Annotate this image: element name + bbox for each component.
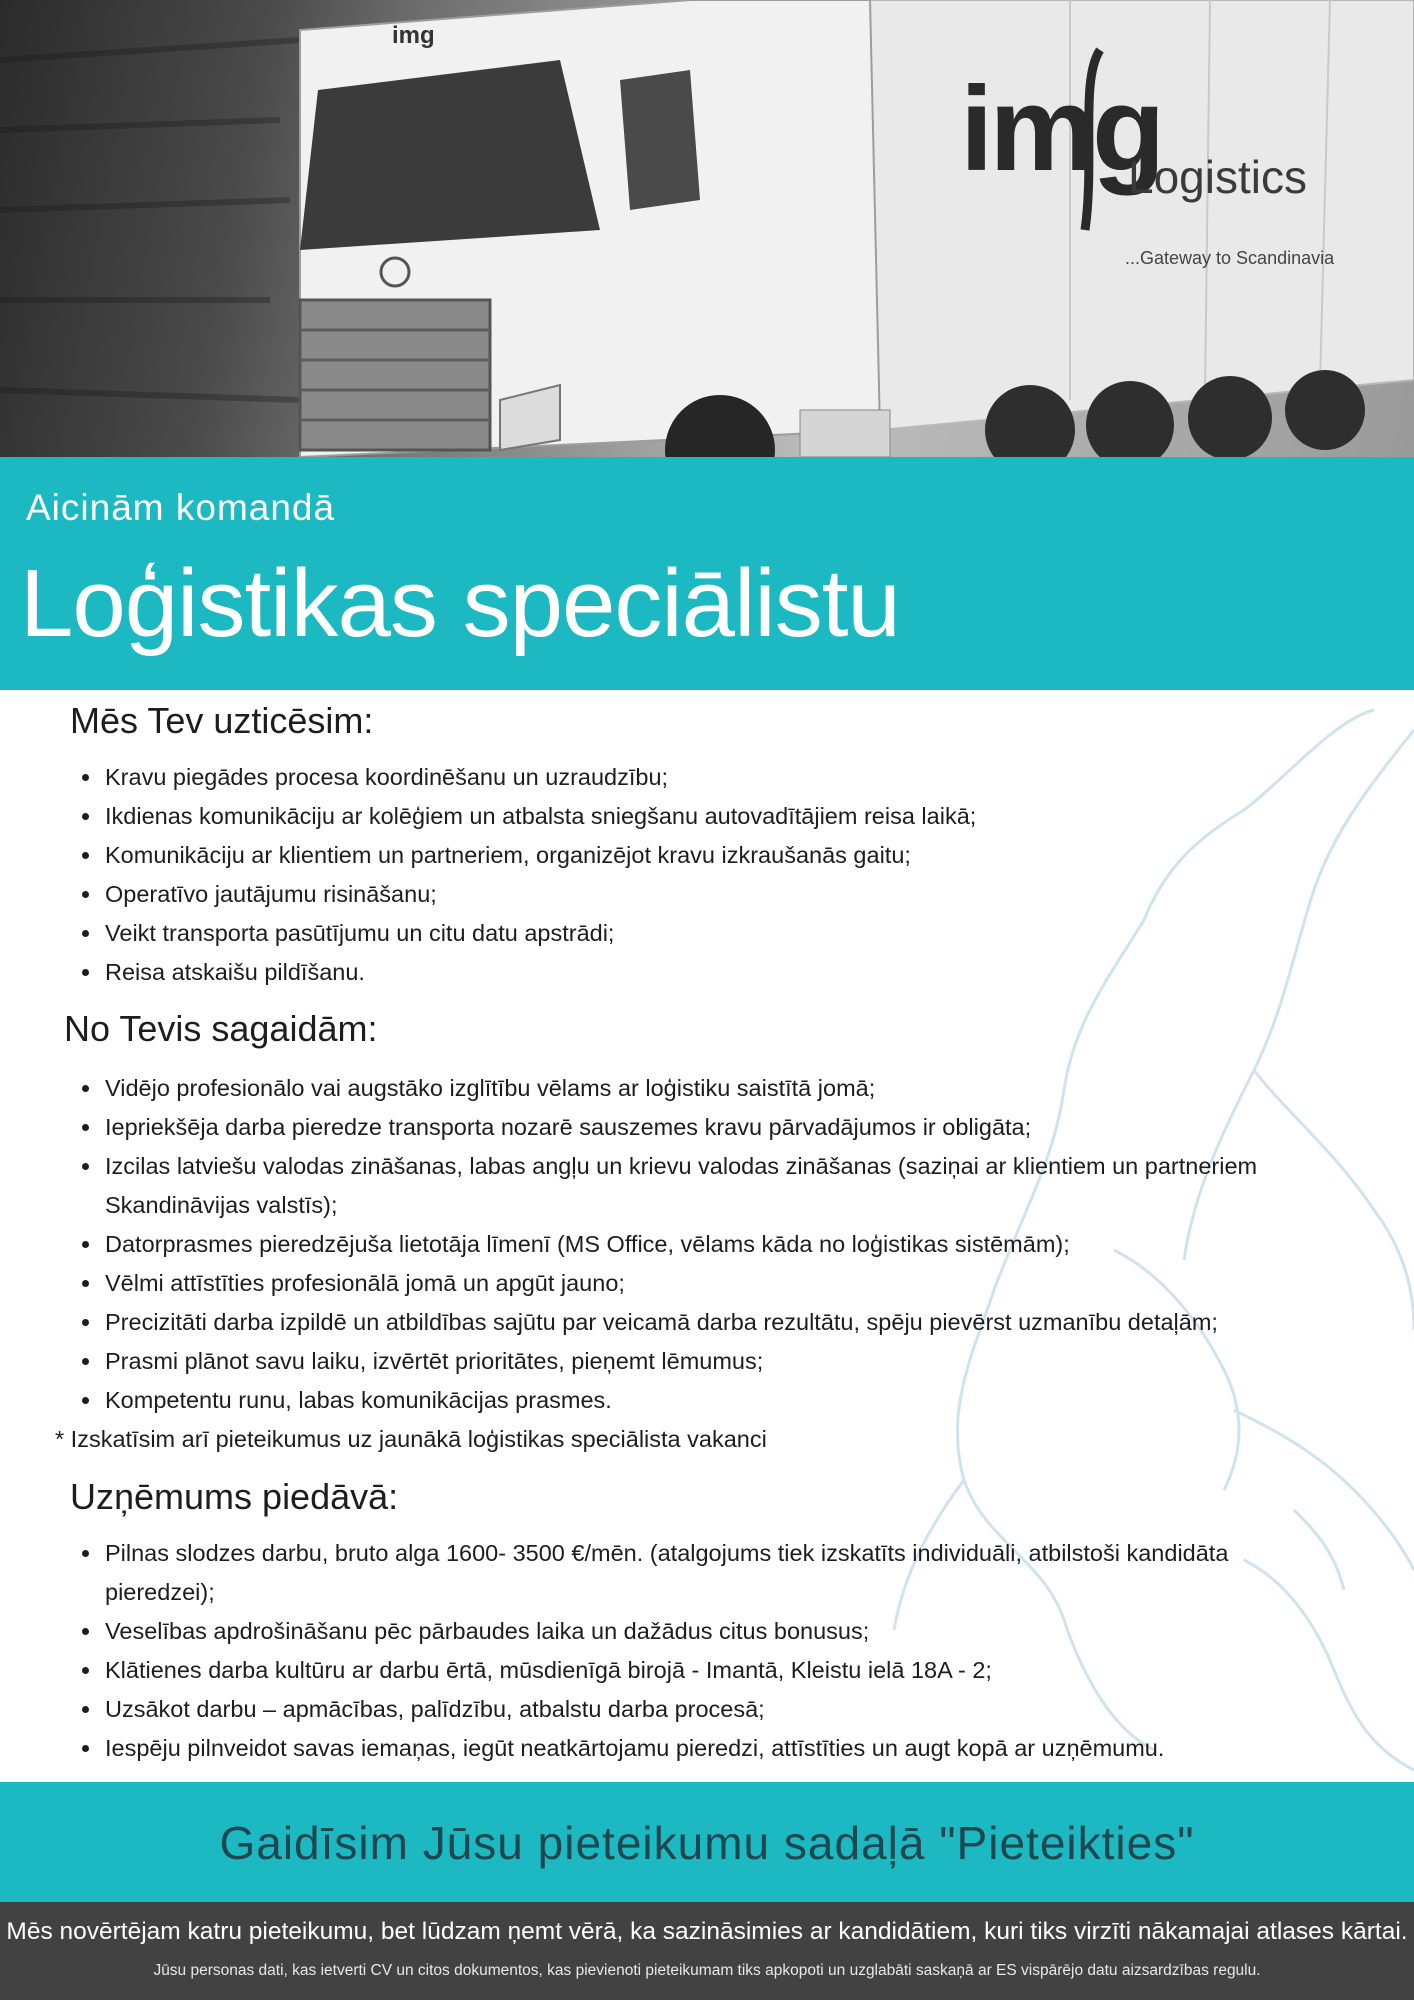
truck-brand-subtitle: Logistics [1128,151,1307,203]
cab-logo: img [392,22,435,49]
title-band [0,457,1414,690]
footer-notice: Mēs novērtējam katru pieteikumu, bet lūdzam ņemt vērā, ka sazināsimies ar kandidātiem, kuri tiks virzīti nākamajai atlases kārtai. [6,1918,1408,1945]
job-description [0,690,1414,1782]
section-heading-we-expect: No Tevis sagaidām: [64,1008,378,1049]
list-item: • Uzsākot darbu – apmācības, palīdzību, atbalstu darba procesā; [103,1690,1343,1729]
list-item: • Operatīvo jautājumu risināšanu; [103,875,1343,914]
list-item: • Precizitāti darba izpildē un atbildības sajūtu par veicamā darba rezultātu, spēju pievērst uzmanību detaļām; [103,1303,1343,1342]
list-item: • Veselības apdrošināšanu pēc pārbaudes laika un dažādus citus bonusus; [103,1612,1343,1651]
list-item: • Klātienes darba kultūru ar darbu ērtā, mūsdienīgā birojā - Imantā, Kleistu ielā 18A - 2; [103,1651,1343,1690]
apply-call-to-action: Gaidīsim Jūsu pieteikumu sadaļā "Pieteikties" [219,1817,1195,1869]
list-item: • Kravu piegādes procesa koordinēšanu un uzraudzību; [103,758,1343,797]
list-item: • Pilnas slodzes darbu, bruto alga 1600- 3500 €/mēn. (atalgojums tiek izskatīts individuāli, atbilstoši kandidāta pieredzei); [103,1534,1343,1612]
footer [0,1902,1414,2000]
list-item: • Iepriekšēja darba pieredze transporta nozarē sauszemes kravu pārvadājumos ir obligāta; [103,1108,1343,1147]
truck-illustration [0,0,1414,457]
list-item: • Komunikāciju ar klientiem un partneriem, organizējot kravu izkraušanās gaitu; [103,836,1343,875]
list-item: • Datorprasmes pieredzējuša lietotāja līmenī (MS Office, vēlams kāda no loģistikas sistēmām); [103,1225,1343,1264]
list-item: • Ikdienas komunikāciju ar kolēģiem un atbalsta sniegšanu autovadītājiem reisa laikā; [103,797,1343,836]
section-heading-we-trust: Mēs Tev uzticēsim: [70,700,374,741]
truck-tagline: ...Gateway to Scandinavia [1125,248,1335,268]
header-kicker: Aicinām komandā [26,487,336,528]
list-offer [70,1534,1343,1768]
list-item: • Vidējo profesionālo vai augstāko izglītību vēlams ar loģistiku saistītā jomā; [103,1069,1343,1108]
list-item: • Prasmi plānot savu laiku, izvērtēt prioritātes, pieņemt lēmumus; [103,1342,1343,1381]
footer-gdpr-notice: Jūsu personas dati, kas ietverti CV un citos dokumentos, kas pievienoti pieteikumam tiks apkopoti un uzglabāti saskaņā ar ES vispārējo datu aizsardzības regulu. [153,1962,1261,1979]
list-item: • Veikt transporta pasūtījumu un citu datu apstrādi; [103,914,1343,953]
cta-band [0,1782,1414,1902]
truck-brand-logo: img [960,62,1162,196]
list-item: • Vēlmi attīstīties profesionālā jomā un apgūt jauno; [103,1264,1343,1303]
list-we-trust [70,758,1343,992]
hero-truck-photo [0,0,1414,457]
list-we-expect [70,1069,1343,1420]
list-item: • Reisa atskaišu pildīšanu. [103,953,1343,992]
section-heading-offer: Uzņēmums piedāvā: [70,1476,399,1517]
list-item: • Izcilas latviešu valodas zināšanas, labas angļu un krievu valodas zināšanas (saziņai ar klientiem un partneriem Skandināvijas valstīs); [103,1147,1343,1225]
list-item: • Iespēju pilnveidot savas iemaņas, iegūt neatkārtojamu pieredzi, attīstīties un augt kopā ar uzņēmumu. [103,1729,1343,1768]
list-item: • Kompetentu runu, labas komunikācijas prasmes. [103,1381,1343,1420]
junior-vacancy-note: * Izskatīsim arī pieteikumus uz jaunākā loģistikas speciālista vakanci [55,1426,767,1452]
page-title: Loģistikas speciālistu [20,550,900,657]
